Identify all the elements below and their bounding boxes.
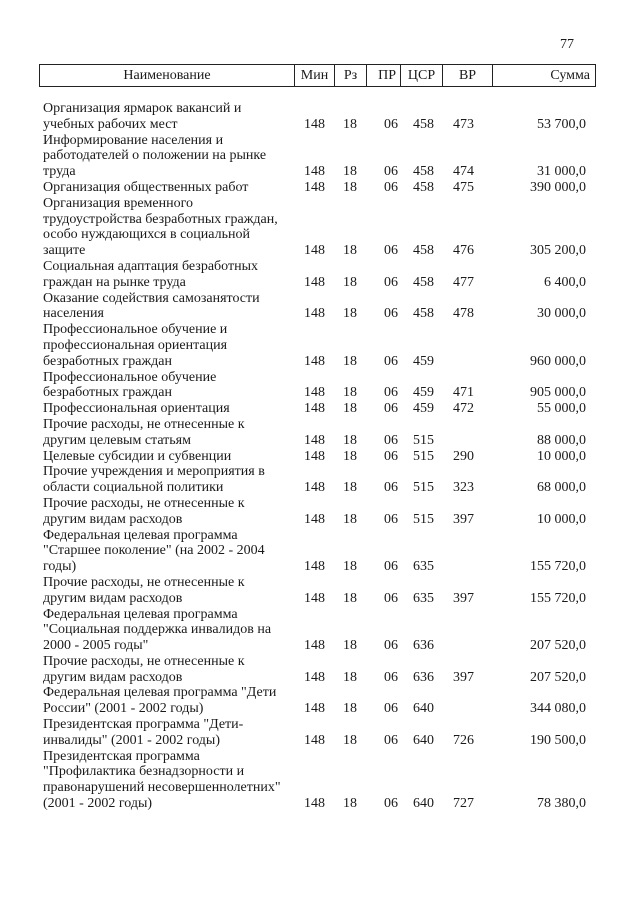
table-row — [43, 417, 603, 449]
row-csr: 640 — [413, 732, 434, 748]
table-row — [43, 717, 603, 749]
row-name-line: другим видам расходов — [43, 669, 183, 685]
table-row — [43, 654, 603, 686]
row-min: 148 — [304, 179, 325, 195]
row-rz: 18 — [343, 243, 357, 259]
row-vr: 473 — [453, 116, 474, 132]
row-name-line: работодателей о положении на рынке — [43, 148, 267, 164]
row-name-line: "Социальная поддержка инвалидов на — [43, 622, 272, 638]
table-row — [43, 322, 603, 369]
table-row — [43, 685, 603, 717]
row-min: 148 — [304, 243, 325, 259]
row-sum: 344 080,0 — [530, 701, 586, 717]
row-name-line: "Профилактика безнадзорности и — [43, 764, 245, 780]
row-csr: 459 — [413, 385, 434, 401]
row-rz: 18 — [343, 353, 357, 369]
row-rz: 18 — [343, 432, 357, 448]
row-vr: 290 — [453, 448, 474, 464]
row-vr: 726 — [453, 732, 474, 748]
row-pr: 06 — [384, 701, 398, 717]
row-name — [43, 259, 288, 291]
row-name-line: Социальная адаптация безработных — [43, 258, 258, 274]
row-vr: 471 — [453, 385, 474, 401]
row-vr: 476 — [453, 243, 474, 259]
row-pr: 06 — [384, 448, 398, 464]
row-min: 148 — [304, 511, 325, 527]
row-rz: 18 — [343, 480, 357, 496]
row-name — [43, 464, 288, 496]
row-name — [43, 180, 288, 196]
row-rz: 18 — [343, 796, 357, 812]
row-name-line: Федеральная целевая программа — [43, 527, 238, 543]
row-csr: 458 — [413, 243, 434, 259]
row-min: 148 — [304, 559, 325, 575]
row-name — [43, 449, 288, 465]
row-min: 148 — [304, 448, 325, 464]
row-min: 148 — [304, 590, 325, 606]
row-name-line: граждан на рынке труда — [43, 274, 186, 290]
row-rz: 18 — [343, 590, 357, 606]
row-min: 148 — [304, 432, 325, 448]
table-row — [43, 370, 603, 402]
row-pr: 06 — [384, 590, 398, 606]
row-csr: 458 — [413, 179, 434, 195]
table-row — [43, 575, 603, 607]
row-name-line: Организация ярмарок вакансий и — [43, 101, 242, 116]
table-row — [43, 101, 603, 133]
row-sum: 10 000,0 — [537, 448, 586, 464]
row-name-line: правонарушений несовершеннолетних" — [43, 780, 281, 796]
row-pr: 06 — [384, 796, 398, 812]
row-csr: 636 — [413, 669, 434, 685]
row-name-line: Прочие расходы, не отнесенные к — [43, 653, 245, 669]
row-min: 148 — [304, 638, 325, 654]
row-sum: 10 000,0 — [537, 511, 586, 527]
row-name — [43, 575, 288, 607]
row-name — [43, 685, 288, 717]
row-pr: 06 — [384, 243, 398, 259]
row-csr: 515 — [413, 432, 434, 448]
row-pr: 06 — [384, 480, 398, 496]
table-row — [43, 291, 603, 323]
table-header — [39, 64, 596, 87]
row-name — [43, 133, 288, 180]
row-sum: 390 000,0 — [530, 179, 586, 195]
row-pr: 06 — [384, 274, 398, 290]
row-name-line: труда — [43, 164, 76, 180]
row-sum: 68 000,0 — [537, 480, 586, 496]
row-sum: 78 380,0 — [537, 796, 586, 812]
row-name-line: Организация временного — [43, 195, 193, 211]
row-csr: 459 — [413, 401, 434, 417]
row-csr: 458 — [413, 116, 434, 132]
header-vr: ВР — [443, 65, 493, 86]
row-csr: 636 — [413, 638, 434, 654]
row-sum: 155 720,0 — [530, 590, 586, 606]
row-name-line: Прочие учреждения и мероприятия в — [43, 464, 265, 480]
table-row — [43, 133, 603, 180]
row-name — [43, 101, 288, 133]
row-pr: 06 — [384, 116, 398, 132]
row-name-line: Президентская программа "Дети- — [43, 717, 244, 733]
row-vr: 475 — [453, 179, 474, 195]
row-vr: 477 — [453, 274, 474, 290]
row-pr: 06 — [384, 638, 398, 654]
table-body — [43, 101, 603, 812]
row-vr: 397 — [453, 590, 474, 606]
row-rz: 18 — [343, 164, 357, 180]
row-rz: 18 — [343, 669, 357, 685]
row-name-line: Целевые субсидии и субвенции — [43, 448, 232, 464]
row-min: 148 — [304, 701, 325, 717]
row-name — [43, 717, 288, 749]
row-vr: 397 — [453, 511, 474, 527]
row-name-line: Федеральная целевая программа — [43, 606, 238, 622]
row-vr: 397 — [453, 669, 474, 685]
row-sum: 6 400,0 — [544, 274, 586, 290]
row-vr: 474 — [453, 164, 474, 180]
row-name-line: Профессиональное обучение — [43, 369, 217, 385]
row-pr: 06 — [384, 306, 398, 322]
row-rz: 18 — [343, 179, 357, 195]
row-name-line: годы) — [43, 559, 77, 575]
row-name-line: трудоустройства безработных граждан, — [43, 211, 278, 227]
row-rz: 18 — [343, 448, 357, 464]
table-row — [43, 401, 603, 417]
row-name-line: Президентская программа — [43, 748, 200, 764]
header-rz: Рз — [335, 65, 367, 86]
row-name-line: другим видам расходов — [43, 590, 183, 606]
row-pr: 06 — [384, 179, 398, 195]
row-name-line: Профессиональное обучение и — [43, 322, 228, 338]
row-min: 148 — [304, 796, 325, 812]
row-sum: 207 520,0 — [530, 669, 586, 685]
table-row — [43, 259, 603, 291]
row-name — [43, 196, 288, 259]
row-csr: 515 — [413, 448, 434, 464]
row-name-line: 2000 - 2005 годы" — [43, 638, 149, 654]
row-rz: 18 — [343, 732, 357, 748]
row-pr: 06 — [384, 164, 398, 180]
row-csr: 458 — [413, 164, 434, 180]
table-row — [43, 749, 603, 812]
row-sum: 305 200,0 — [530, 243, 586, 259]
header-min: Мин — [295, 65, 335, 86]
header-name: Наименование — [40, 65, 295, 86]
row-name — [43, 496, 288, 528]
row-pr: 06 — [384, 432, 398, 448]
row-csr: 459 — [413, 353, 434, 369]
row-name-line: другим видам расходов — [43, 511, 183, 527]
row-rz: 18 — [343, 385, 357, 401]
row-csr: 515 — [413, 480, 434, 496]
row-name-line: области социальной политики — [43, 480, 224, 496]
row-rz: 18 — [343, 559, 357, 575]
row-min: 148 — [304, 480, 325, 496]
row-pr: 06 — [384, 669, 398, 685]
row-name-line: инвалиды" (2001 - 2002 годы) — [43, 732, 220, 748]
row-csr: 640 — [413, 796, 434, 812]
row-name-line: Прочие расходы, не отнесенные к — [43, 416, 245, 432]
row-name-line: Оказание содействия самозанятости — [43, 290, 260, 306]
header-csr: ЦСР — [401, 65, 443, 86]
row-name-line: профессиональная ориентация — [43, 337, 228, 353]
table-row — [43, 196, 603, 259]
row-name-line: другим целевым статьям — [43, 432, 191, 448]
row-name — [43, 749, 288, 812]
header-pr: ПР — [367, 65, 401, 86]
row-sum: 88 000,0 — [537, 432, 586, 448]
row-vr: 727 — [453, 796, 474, 812]
row-sum: 55 000,0 — [537, 401, 586, 417]
row-name-line: Прочие расходы, не отнесенные к — [43, 495, 245, 511]
row-sum: 31 000,0 — [537, 164, 586, 180]
row-rz: 18 — [343, 306, 357, 322]
row-name-line: Информирование населения и — [43, 132, 224, 148]
row-name — [43, 607, 288, 654]
row-min: 148 — [304, 306, 325, 322]
table-row — [43, 607, 603, 654]
row-pr: 06 — [384, 353, 398, 369]
row-name — [43, 528, 288, 575]
row-min: 148 — [304, 353, 325, 369]
row-sum: 905 000,0 — [530, 385, 586, 401]
row-name-line: Организация общественных работ — [43, 179, 249, 195]
row-min: 148 — [304, 164, 325, 180]
row-min: 148 — [304, 385, 325, 401]
row-sum: 53 700,0 — [537, 116, 586, 132]
row-name-line: (2001 - 2002 годы) — [43, 796, 153, 812]
table-row — [43, 180, 603, 196]
row-min: 148 — [304, 669, 325, 685]
row-min: 148 — [304, 401, 325, 417]
row-sum: 30 000,0 — [537, 306, 586, 322]
row-name-line: России" (2001 - 2002 годы) — [43, 701, 204, 717]
row-min: 148 — [304, 732, 325, 748]
row-vr: 478 — [453, 306, 474, 322]
row-rz: 18 — [343, 701, 357, 717]
row-sum: 155 720,0 — [530, 559, 586, 575]
header-sum: Сумма — [550, 68, 590, 83]
row-csr: 640 — [413, 701, 434, 717]
row-rz: 18 — [343, 116, 357, 132]
row-csr: 635 — [413, 590, 434, 606]
row-name — [43, 417, 288, 449]
row-name — [43, 291, 288, 323]
row-name-line: "Старшее поколение" (на 2002 - 2004 — [43, 543, 265, 559]
row-name-line: особо нуждающихся в социальной — [43, 227, 250, 243]
row-min: 148 — [304, 274, 325, 290]
row-pr: 06 — [384, 511, 398, 527]
row-csr: 458 — [413, 306, 434, 322]
row-name-line: Прочие расходы, не отнесенные к — [43, 574, 245, 590]
row-name-line: учебных рабочих мест — [43, 116, 178, 132]
table-row — [43, 496, 603, 528]
row-csr: 458 — [413, 274, 434, 290]
row-pr: 06 — [384, 732, 398, 748]
table-row — [43, 464, 603, 496]
row-pr: 06 — [384, 385, 398, 401]
row-vr: 472 — [453, 401, 474, 417]
row-rz: 18 — [343, 401, 357, 417]
row-name — [43, 370, 288, 402]
row-rz: 18 — [343, 638, 357, 654]
table-row — [43, 528, 603, 575]
row-name — [43, 401, 288, 417]
row-pr: 06 — [384, 559, 398, 575]
row-vr: 323 — [453, 480, 474, 496]
row-name-line: населения — [43, 306, 104, 322]
row-name-line: Федеральная целевая программа "Дети — [43, 685, 277, 701]
row-name-line: Профессиональная ориентация — [43, 401, 230, 417]
row-rz: 18 — [343, 511, 357, 527]
row-rz: 18 — [343, 274, 357, 290]
row-csr: 635 — [413, 559, 434, 575]
page-number: 77 — [560, 37, 574, 52]
row-sum: 960 000,0 — [530, 353, 586, 369]
row-name-line: защите — [43, 243, 86, 259]
row-pr: 06 — [384, 401, 398, 417]
table-row — [43, 449, 603, 465]
row-min: 148 — [304, 116, 325, 132]
row-name — [43, 654, 288, 686]
row-sum: 207 520,0 — [530, 638, 586, 654]
row-name — [43, 322, 288, 369]
row-name-line: безработных граждан — [43, 385, 172, 401]
row-sum: 190 500,0 — [530, 732, 586, 748]
row-csr: 515 — [413, 511, 434, 527]
row-name-line: безработных граждан — [43, 353, 172, 369]
